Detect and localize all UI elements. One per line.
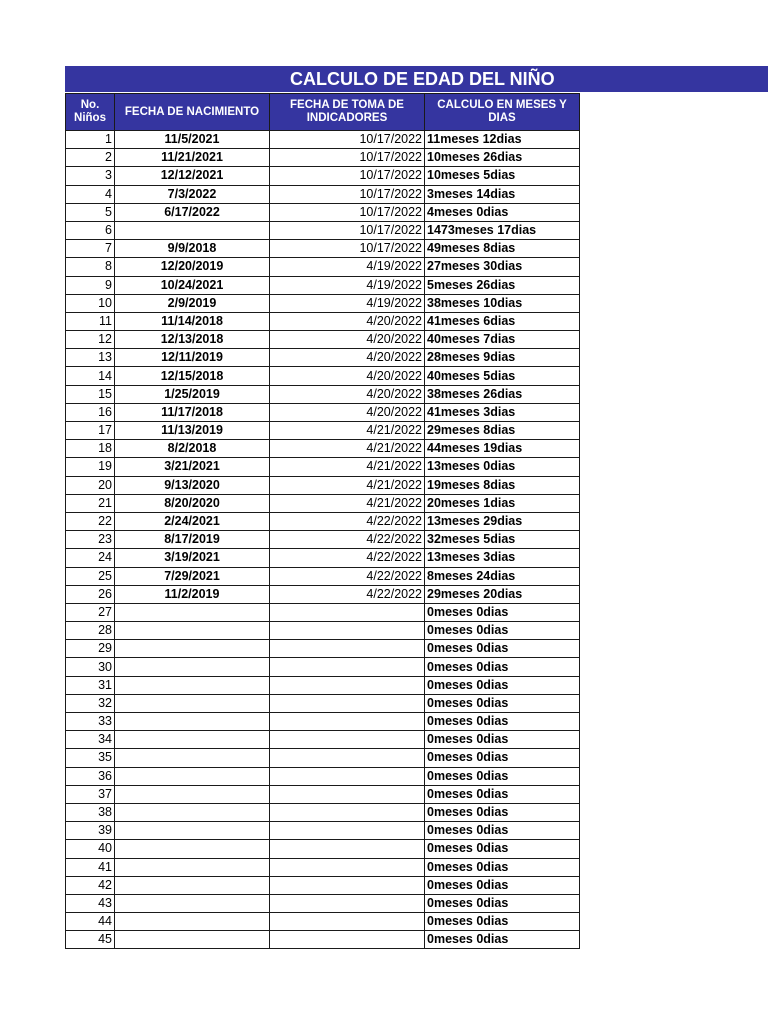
table-row [66,549,580,567]
row-number-cell[interactable]: 45 [66,931,115,949]
measure-date-cell[interactable]: 4/19/2022 [270,276,425,294]
table-row [66,767,580,785]
table-row [66,713,580,731]
birth-date-cell[interactable] [115,622,270,640]
birth-date-cell[interactable]: 8/20/2020 [115,494,270,512]
table-row [66,603,580,621]
measure-date-cell[interactable]: 10/17/2022 [270,203,425,221]
table-row [66,694,580,712]
age-calc-cell[interactable]: 38meses 26dias [425,385,580,403]
table-row [66,531,580,549]
age-calc-cell[interactable]: 0meses 0dias [425,785,580,803]
birth-date-cell[interactable]: 10/24/2021 [115,276,270,294]
birth-date-cell[interactable]: 12/12/2021 [115,167,270,185]
row-number-cell[interactable]: 24 [66,549,115,567]
table-row [66,876,580,894]
measure-date-cell[interactable]: 4/20/2022 [270,385,425,403]
table-row [66,221,580,239]
row-number-cell[interactable]: 15 [66,385,115,403]
table-row [66,803,580,821]
row-number-cell[interactable]: 36 [66,767,115,785]
table-row [66,913,580,931]
table-row [66,349,580,367]
measure-date-cell[interactable]: 4/20/2022 [270,312,425,330]
row-number-cell[interactable]: 2 [66,149,115,167]
age-calc-cell[interactable]: 28meses 9dias [425,349,580,367]
age-calc-cell[interactable]: 38meses 10dias [425,294,580,312]
header-row [66,94,580,131]
row-number-cell[interactable]: 18 [66,440,115,458]
measure-date-cell[interactable]: 4/21/2022 [270,440,425,458]
table-row [66,731,580,749]
table-row [66,822,580,840]
table-row [66,585,580,603]
measure-date-cell[interactable] [270,767,425,785]
birth-date-cell[interactable]: 12/11/2019 [115,349,270,367]
row-number-cell[interactable]: 34 [66,731,115,749]
table-row [66,512,580,530]
measure-date-cell[interactable]: 4/20/2022 [270,403,425,421]
age-calc-cell[interactable]: 0meses 0dias [425,803,580,821]
birth-date-cell[interactable]: 6/17/2022 [115,203,270,221]
birth-date-cell[interactable] [115,894,270,912]
measure-date-cell[interactable]: 10/17/2022 [270,149,425,167]
row-number-cell[interactable]: 43 [66,894,115,912]
measure-date-cell[interactable]: 4/21/2022 [270,458,425,476]
age-calc-cell[interactable]: 13meses 0dias [425,458,580,476]
age-calc-cell[interactable]: 44meses 19dias [425,440,580,458]
age-calc-cell[interactable]: 0meses 0dias [425,749,580,767]
birth-date-cell[interactable] [115,840,270,858]
row-number-cell[interactable]: 37 [66,785,115,803]
birth-date-cell[interactable]: 3/21/2021 [115,458,270,476]
table-row [66,622,580,640]
birth-date-cell[interactable] [115,767,270,785]
birth-date-cell[interactable]: 9/13/2020 [115,476,270,494]
age-calc-cell[interactable]: 0meses 0dias [425,658,580,676]
measure-date-cell[interactable]: 4/20/2022 [270,367,425,385]
measure-date-cell[interactable] [270,931,425,949]
row-number-cell[interactable]: 14 [66,367,115,385]
birth-date-cell[interactable] [115,640,270,658]
table-row [66,567,580,585]
row-number-cell[interactable]: 39 [66,822,115,840]
birth-date-cell[interactable] [115,913,270,931]
birth-date-cell[interactable]: 11/14/2018 [115,312,270,330]
row-number-cell[interactable]: 10 [66,294,115,312]
table-row [66,476,580,494]
age-calc-cell[interactable]: 40meses 7dias [425,331,580,349]
measure-date-cell[interactable]: 10/17/2022 [270,167,425,185]
table-row [66,403,580,421]
measure-date-cell[interactable] [270,603,425,621]
row-number-cell[interactable]: 7 [66,240,115,258]
row-number-cell[interactable]: 33 [66,713,115,731]
age-calc-cell[interactable]: 0meses 0dias [425,622,580,640]
age-calc-cell[interactable]: 0meses 0dias [425,640,580,658]
table-row [66,894,580,912]
measure-date-cell[interactable] [270,913,425,931]
measure-date-cell[interactable]: 10/17/2022 [270,185,425,203]
row-number-cell[interactable]: 26 [66,585,115,603]
measure-date-cell[interactable] [270,676,425,694]
birth-date-cell[interactable]: 3/19/2021 [115,549,270,567]
row-number-cell[interactable]: 4 [66,185,115,203]
row-number-cell[interactable]: 41 [66,858,115,876]
birth-date-cell[interactable] [115,221,270,239]
table-row [66,185,580,203]
age-calc-cell[interactable]: 11meses 12dias [425,131,580,149]
row-number-cell[interactable]: 32 [66,694,115,712]
birth-date-cell[interactable] [115,822,270,840]
age-calc-cell[interactable]: 29meses 20dias [425,585,580,603]
age-calc-cell[interactable]: 8meses 24dias [425,567,580,585]
header-age-calc[interactable]: CALCULO EN MESES Y DIAS [425,94,580,131]
birth-date-cell[interactable] [115,803,270,821]
age-calc-cell[interactable]: 29meses 8dias [425,422,580,440]
age-table [65,93,580,949]
measure-date-cell[interactable] [270,658,425,676]
measure-date-cell[interactable]: 10/17/2022 [270,221,425,239]
age-calc-cell[interactable]: 13meses 29dias [425,512,580,530]
row-number-cell[interactable]: 11 [66,312,115,330]
measure-date-cell[interactable] [270,713,425,731]
header-num[interactable]: No. Niños [66,94,115,131]
measure-date-cell[interactable]: 4/21/2022 [270,422,425,440]
measure-date-cell[interactable]: 4/22/2022 [270,567,425,585]
age-calc-cell[interactable]: 41meses 6dias [425,312,580,330]
measure-date-cell[interactable] [270,622,425,640]
birth-date-cell[interactable] [115,785,270,803]
measure-date-cell[interactable]: 4/21/2022 [270,494,425,512]
measure-date-cell[interactable]: 4/22/2022 [270,585,425,603]
table-row [66,203,580,221]
birth-date-cell[interactable] [115,658,270,676]
age-calc-cell[interactable]: 0meses 0dias [425,694,580,712]
table-row [66,676,580,694]
measure-date-cell[interactable]: 10/17/2022 [270,240,425,258]
row-number-cell[interactable]: 12 [66,331,115,349]
birth-date-cell[interactable] [115,876,270,894]
measure-date-cell[interactable]: 4/22/2022 [270,531,425,549]
row-number-cell[interactable]: 31 [66,676,115,694]
birth-date-cell[interactable]: 11/17/2018 [115,403,270,421]
age-calc-cell[interactable]: 10meses 26dias [425,149,580,167]
measure-date-cell[interactable]: 4/21/2022 [270,476,425,494]
table-row [66,658,580,676]
age-calc-cell[interactable]: 0meses 0dias [425,713,580,731]
measure-date-cell[interactable]: 4/20/2022 [270,331,425,349]
table-body [66,131,580,949]
table-row [66,367,580,385]
birth-date-cell[interactable]: 9/9/2018 [115,240,270,258]
birth-date-cell[interactable]: 1/25/2019 [115,385,270,403]
measure-date-cell[interactable] [270,822,425,840]
row-number-cell[interactable]: 22 [66,512,115,530]
age-calc-cell[interactable]: 3meses 14dias [425,185,580,203]
measure-date-cell[interactable]: 4/22/2022 [270,512,425,530]
row-number-cell[interactable]: 35 [66,749,115,767]
age-calc-cell[interactable]: 49meses 8dias [425,240,580,258]
table-row [66,331,580,349]
age-calc-cell[interactable]: 0meses 0dias [425,731,580,749]
measure-date-cell[interactable] [270,858,425,876]
birth-date-cell[interactable]: 11/13/2019 [115,422,270,440]
birth-date-cell[interactable]: 11/2/2019 [115,585,270,603]
age-calc-cell[interactable]: 19meses 8dias [425,476,580,494]
row-number-cell[interactable]: 21 [66,494,115,512]
row-number-cell[interactable]: 28 [66,622,115,640]
measure-date-cell[interactable] [270,840,425,858]
birth-date-cell[interactable]: 8/2/2018 [115,440,270,458]
age-calc-cell[interactable]: 4meses 0dias [425,203,580,221]
measure-date-cell[interactable]: 4/20/2022 [270,349,425,367]
row-number-cell[interactable]: 5 [66,203,115,221]
age-calc-cell[interactable]: 41meses 3dias [425,403,580,421]
measure-date-cell[interactable] [270,894,425,912]
table-row [66,294,580,312]
row-number-cell[interactable]: 27 [66,603,115,621]
measure-date-cell[interactable] [270,785,425,803]
birth-date-cell[interactable]: 2/9/2019 [115,294,270,312]
table-row [66,312,580,330]
sheet-title-banner [65,66,768,92]
age-calc-cell[interactable]: 0meses 0dias [425,876,580,894]
row-number-cell[interactable]: 38 [66,803,115,821]
birth-date-cell[interactable] [115,694,270,712]
measure-date-cell[interactable] [270,731,425,749]
table-row [66,458,580,476]
row-number-cell[interactable]: 8 [66,258,115,276]
birth-date-cell[interactable]: 12/20/2019 [115,258,270,276]
age-calc-cell[interactable]: 0meses 0dias [425,676,580,694]
table-row [66,858,580,876]
birth-date-cell[interactable]: 11/5/2021 [115,131,270,149]
header-birth-date[interactable]: FECHA DE NACIMIENTO [115,94,270,131]
age-calc-cell[interactable]: 0meses 0dias [425,603,580,621]
row-number-cell[interactable]: 25 [66,567,115,585]
row-number-cell[interactable]: 44 [66,913,115,931]
row-number-cell[interactable]: 42 [66,876,115,894]
birth-date-cell[interactable] [115,713,270,731]
age-calc-cell[interactable]: 0meses 0dias [425,822,580,840]
age-calc-cell[interactable]: 5meses 26dias [425,276,580,294]
row-number-cell[interactable]: 3 [66,167,115,185]
measure-date-cell[interactable] [270,694,425,712]
row-number-cell[interactable]: 16 [66,403,115,421]
age-calc-cell[interactable]: 13meses 3dias [425,549,580,567]
birth-date-cell[interactable]: 12/15/2018 [115,367,270,385]
row-number-cell[interactable]: 17 [66,422,115,440]
birth-date-cell[interactable]: 12/13/2018 [115,331,270,349]
birth-date-cell[interactable]: 2/24/2021 [115,512,270,530]
measure-date-cell[interactable]: 10/17/2022 [270,131,425,149]
table-row [66,149,580,167]
row-number-cell[interactable]: 30 [66,658,115,676]
age-calc-cell[interactable]: 40meses 5dias [425,367,580,385]
table-row [66,931,580,949]
table-row [66,240,580,258]
table-row [66,440,580,458]
birth-date-cell[interactable] [115,931,270,949]
age-calc-cell[interactable]: 0meses 0dias [425,767,580,785]
table-row [66,422,580,440]
table-row [66,640,580,658]
row-number-cell[interactable]: 19 [66,458,115,476]
birth-date-cell[interactable]: 7/3/2022 [115,185,270,203]
age-calc-cell[interactable]: 0meses 0dias [425,840,580,858]
row-number-cell[interactable]: 20 [66,476,115,494]
row-number-cell[interactable]: 6 [66,221,115,239]
measure-date-cell[interactable]: 4/19/2022 [270,294,425,312]
measure-date-cell[interactable] [270,749,425,767]
birth-date-cell[interactable]: 8/17/2019 [115,531,270,549]
measure-date-cell[interactable] [270,640,425,658]
age-calc-cell[interactable]: 27meses 30dias [425,258,580,276]
measure-date-cell[interactable] [270,876,425,894]
header-measure-date[interactable]: FECHA DE TOMA DE INDICADORES [270,94,425,131]
table-row [66,494,580,512]
sheet-title: CALCULO DE EDAD DEL NIÑO [290,68,555,89]
row-number-cell[interactable]: 40 [66,840,115,858]
row-number-cell[interactable]: 23 [66,531,115,549]
table-row [66,131,580,149]
age-calc-cell[interactable]: 0meses 0dias [425,858,580,876]
birth-date-cell[interactable]: 11/21/2021 [115,149,270,167]
row-number-cell[interactable]: 1 [66,131,115,149]
table-row [66,258,580,276]
measure-date-cell[interactable]: 4/19/2022 [270,258,425,276]
table-row [66,785,580,803]
birth-date-cell[interactable]: 7/29/2021 [115,567,270,585]
row-number-cell[interactable]: 13 [66,349,115,367]
age-calc-cell[interactable]: 0meses 0dias [425,913,580,931]
table-row [66,385,580,403]
age-calc-cell[interactable]: 10meses 5dias [425,167,580,185]
birth-date-cell[interactable] [115,749,270,767]
row-number-cell[interactable]: 29 [66,640,115,658]
table-row [66,167,580,185]
table-row [66,749,580,767]
age-calc-cell[interactable]: 32meses 5dias [425,531,580,549]
birth-date-cell[interactable] [115,676,270,694]
row-number-cell[interactable]: 9 [66,276,115,294]
table-row [66,840,580,858]
age-calc-cell[interactable]: 20meses 1dias [425,494,580,512]
age-calc-cell[interactable]: 0meses 0dias [425,894,580,912]
age-calc-cell[interactable]: 0meses 0dias [425,931,580,949]
birth-date-cell[interactable] [115,603,270,621]
birth-date-cell[interactable] [115,731,270,749]
birth-date-cell[interactable] [115,858,270,876]
table-row [66,276,580,294]
age-calc-cell[interactable]: 1473meses 17dias [425,221,580,239]
measure-date-cell[interactable]: 4/22/2022 [270,549,425,567]
measure-date-cell[interactable] [270,803,425,821]
